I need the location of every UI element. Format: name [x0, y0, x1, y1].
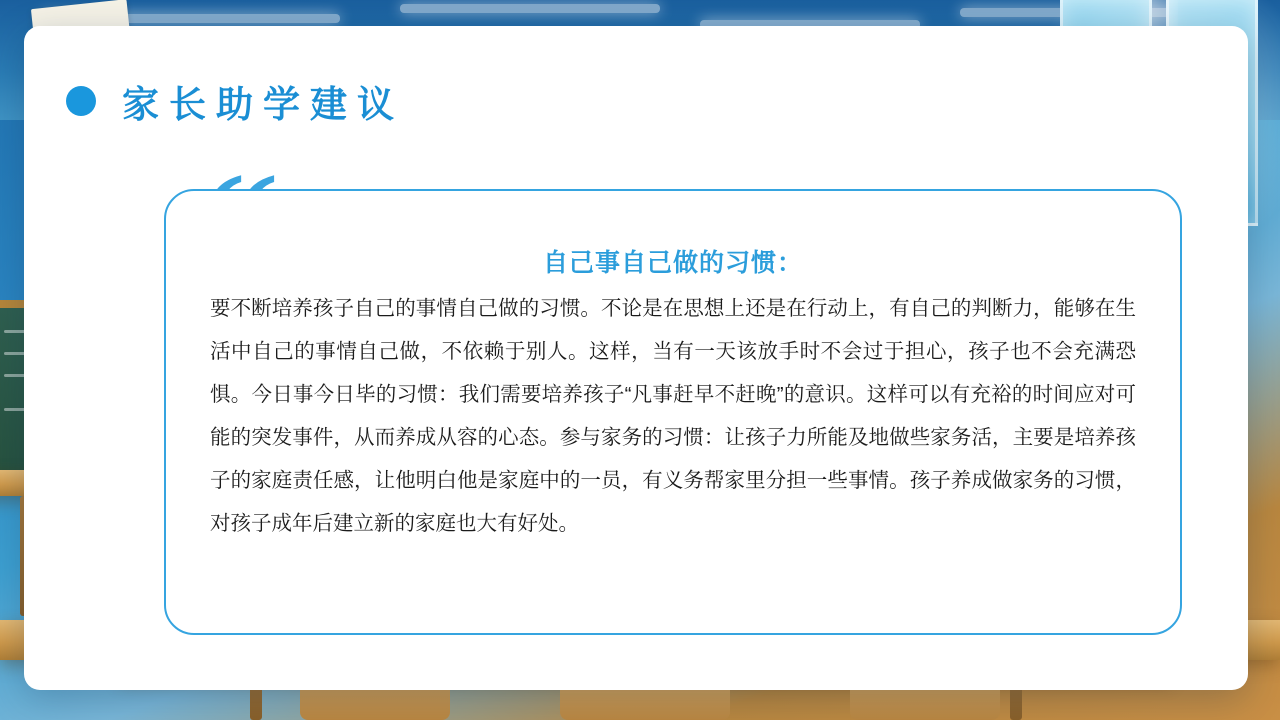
- content-card: [24, 26, 1248, 690]
- ceiling-light-strip: [400, 4, 660, 13]
- page-title-text: 家长助学建议: [122, 85, 404, 126]
- quote-heading: 自己事自己做的习惯：: [542, 249, 803, 277]
- quote-box: [164, 189, 1182, 635]
- bullet-circle-icon: [66, 86, 96, 116]
- quote-body: 要不断培养孩子自己的事情自己做的习惯。不论是在思想上还是在行动上，有自己的判断力，能够在生活中自己的事情自己做，不依赖于别人。这样，当有一天该放手时不会过于担心，孩子也不会充满恐惧。今日事今日毕的习惯：我们需要培养孩子“凡事赶早不赶晚”的意识。这样可以有充裕的时间应对可能的突发事件，从而养成从容的心态。参与家务的习惯：让孩子力所能及地做些家务活，主要是培养孩子的家庭责任感，让他明白他是家庭中的一员，有义务帮家里分担一些事情。孩子养成做家务的习惯，对孩子成年后建立新的家庭也大有好处。: [210, 297, 1136, 535]
- page-title: [66, 74, 404, 128]
